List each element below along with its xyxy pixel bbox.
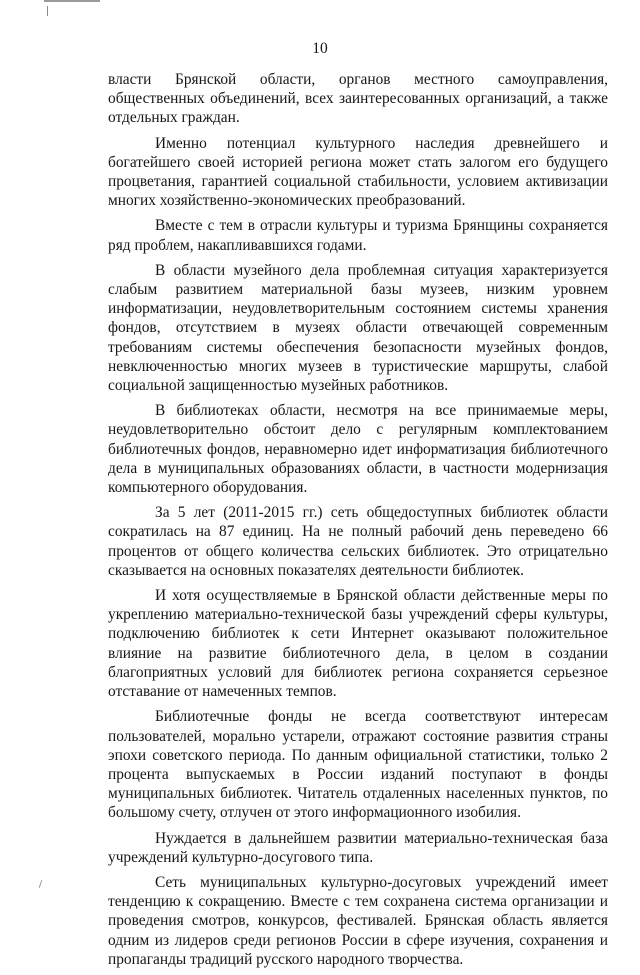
document-body bbox=[108, 70, 608, 975]
paragraph-museums: В области музейного дела проблемная ситуация характеризуется слабым развитием материальной базы музеев, низким уровнем информатизации, неудовлетворительным состоянием системы хранения фондов, отсутствием в музеях области отвечающей современным требованиям системы обеспечения безопасности музейных фондов, невключенностью многих музеев в туристические маршруты, слабой социальной защищенностью музейных работников. bbox=[108, 261, 608, 395]
paragraph-library-funds: Библиотечные фонды не всегда соответствуют интересам пользователей, морально устарели, отражают состояние развития страны эпохи советского периода. По данным официальной статистики, только 2 процента выпускаемых в России изданий поступают в фонды муниципальных библиотек. Читатель отдаленных населенных пунктов, по большому счету, отлучен от этого информационного изобилия. bbox=[108, 708, 608, 822]
page-number: 10 bbox=[312, 40, 328, 57]
paragraph-continuation: власти Брянской области, органов местного самоуправления, общественных объединений, всех заинтересованных организаций, а также отдельных граждан. bbox=[108, 71, 608, 127]
paragraph-library-network: За 5 лет (2011-2015 гг.) сеть общедоступных библиотек области сократилась на 87 единиц. На не полный рабочий день переведено 66 процентов от общего количества сельских библиотек. Это отрицательно сказывается на основных показателях деятельности библиотек. bbox=[108, 504, 608, 579]
scan-tick-mark-bottom bbox=[39, 880, 43, 888]
paragraph-measures: И хотя осуществляемые в Брянской области действенные меры по укреплению материально-технической базы учреждений сферы культуры, подключению библиотек к сети Интернет оказывают положительное влияние на развитие библиотечного дела, в целом в создании благоприятных условий для библиотек региона сохраняется серьезное отставание от намеченных темпов. bbox=[108, 587, 608, 701]
paragraph-cultural-heritage: Именно потенциал культурного наследия древнейшего и богатейшего своей историей региона может стать залогом его будущего процветания, гарантией социальной стабильности, условием активизации многих хозяйственно-экономических преобразований. bbox=[108, 134, 608, 210]
paragraph-leisure-base: Нуждается в дальнейшем развитии материально-техническая база учреждений культурно-досугового типа. bbox=[108, 829, 608, 866]
scan-edge-mark bbox=[44, 0, 100, 2]
scan-tick-mark bbox=[47, 6, 48, 16]
paragraph-problems-intro: Вместе с тем в отрасли культуры и туризма Брянщины сохраняется ряд проблем, накапливавшихся годами. bbox=[108, 217, 608, 254]
paragraph-libraries: В библиотеках области, несмотря на все принимаемые меры, неудовлетворительно обстоит дело с регулярным комплектованием библиотечных фондов, неравномерно идет информатизация библиотечного дела в муниципальных образованиях области, в частности модернизация компьютерного оборудования. bbox=[108, 402, 608, 497]
paragraph-leisure-network: Сеть муниципальных культурно-досуговых учреждений имеет тенденцию к сокращению. Вместе с тем сохранена система организации и проведения смотров, конкурсов, фестивалей. Брянская область является одним из лидеров среди регионов России в сфере изучения, сохранения и пропаганды традиций русского народного творчества. bbox=[108, 873, 608, 968]
